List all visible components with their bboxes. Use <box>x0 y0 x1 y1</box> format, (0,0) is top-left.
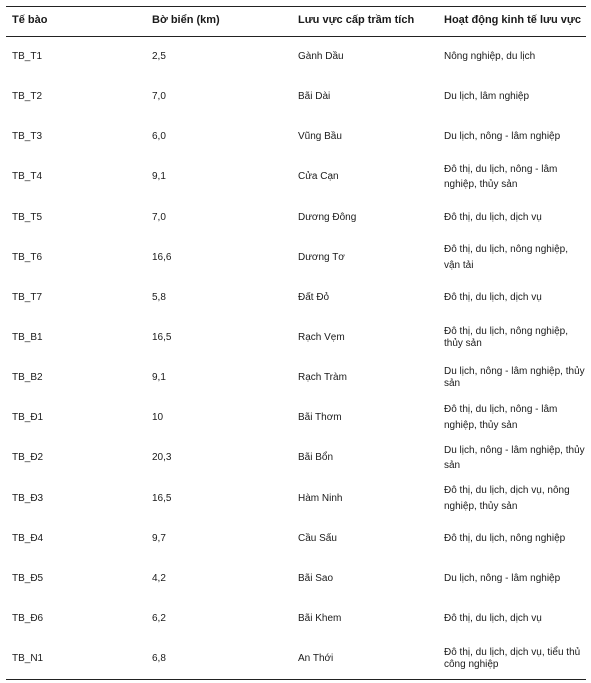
economic-activity: Đô thị, du lịch, nông nghiệp, vận tải <box>444 244 568 271</box>
sediment-basin: An Thới <box>298 653 334 664</box>
coastline-length: 2,5 <box>152 51 166 62</box>
cell-id: TB_Đ6 <box>12 612 44 624</box>
table-row <box>6 479 586 519</box>
cell-id: TB_B1 <box>12 331 43 343</box>
economic-activity: Đô thị, du lịch, nông nghiệp, thủy sản <box>444 325 568 349</box>
economic-activity: Du lịch, lâm nghiệp <box>444 90 530 102</box>
table-row <box>6 37 586 77</box>
sediment-basin: Rạch Tràm <box>298 371 347 383</box>
table-row <box>6 198 586 238</box>
economic-activity: Đô thị, du lịch, nông nghiệp <box>444 532 566 544</box>
coastline-length: 16,5 <box>152 492 172 504</box>
sediment-basin: Hàm Ninh <box>298 492 343 504</box>
sediment-cell-table <box>6 6 586 680</box>
header-row <box>6 7 586 37</box>
cell-id: TB_Đ2 <box>12 452 44 464</box>
coastline-length: 6,8 <box>152 653 166 664</box>
economic-activity: Đô thị, du lịch, dịch vụ, nông nghiệp, thủy sản <box>444 485 570 512</box>
coastline-length: 16,6 <box>152 251 172 263</box>
cell-id: TB_Đ1 <box>12 411 44 423</box>
table-row <box>6 519 586 559</box>
cell-id: TB_Đ4 <box>12 532 44 544</box>
header-cell-id: Tế bào <box>12 14 48 26</box>
table-row <box>6 599 586 639</box>
sediment-basin: Bãi Thơm <box>298 411 342 423</box>
sediment-basin: Rạch Vẹm <box>298 331 345 343</box>
sediment-basin: Dương Đông <box>298 211 357 223</box>
coastline-length: 6,0 <box>152 130 166 142</box>
coastline-length: 6,2 <box>152 612 166 624</box>
table-row <box>6 238 586 278</box>
cell-id: TB_T6 <box>12 251 43 263</box>
table-row <box>6 358 586 398</box>
economic-activity: Du lịch, nông - lâm nghiệp <box>444 130 561 142</box>
table-row <box>6 438 586 479</box>
sediment-basin: Vũng Bầu <box>298 130 342 142</box>
header-economic-activity: Hoạt động kinh tế lưu vực <box>444 14 581 26</box>
economic-activity: Đô thị, du lịch, nông - lâm nghiệp, thủy sản <box>444 163 558 190</box>
table-row <box>6 639 586 680</box>
coastline-length: 7,0 <box>152 90 166 102</box>
economic-activity: Đô thị, du lịch, dịch vụ, tiểu thủ công nghiệp <box>444 646 581 670</box>
coastline-length: 16,5 <box>152 331 172 343</box>
coastline-length: 20,3 <box>152 452 172 464</box>
economic-activity: Du lịch, nông - lâm nghiệp, thủy sản <box>444 444 585 471</box>
cell-id: TB_Đ5 <box>12 572 44 584</box>
table-body <box>6 37 586 680</box>
cell-id: TB_T2 <box>12 90 43 102</box>
cell-id: TB_T1 <box>12 51 43 62</box>
cell-id: TB_N1 <box>12 653 44 664</box>
economic-activity: Du lịch, nông - lâm nghiệp, thủy sản <box>444 365 585 389</box>
sediment-cell-table-container <box>6 6 586 680</box>
table-header <box>6 7 586 37</box>
coastline-length: 10 <box>152 411 164 423</box>
table-row <box>6 318 586 358</box>
coastline-length: 5,8 <box>152 291 166 303</box>
coastline-length: 9,7 <box>152 532 166 544</box>
sediment-basin: Bãi Dài <box>298 90 331 102</box>
economic-activity: Du lịch, nông - lâm nghiệp <box>444 572 561 584</box>
table-row <box>6 278 586 318</box>
sediment-basin: Gành Dầu <box>298 51 344 62</box>
sediment-basin: Bãi Sao <box>298 572 334 584</box>
coastline-length: 9,1 <box>152 171 166 183</box>
sediment-basin: Đất Đỏ <box>298 291 330 303</box>
cell-id: TB_T3 <box>12 130 43 142</box>
table-row <box>6 117 586 157</box>
cell-id: TB_T5 <box>12 211 43 223</box>
sediment-basin: Bãi Khem <box>298 612 342 624</box>
cell-id: TB_T4 <box>12 171 43 183</box>
coastline-length: 9,1 <box>152 371 166 383</box>
table-row <box>6 559 586 599</box>
cell-id: TB_T7 <box>12 291 43 303</box>
economic-activity: Nông nghiệp, du lịch <box>444 51 536 62</box>
table-row <box>6 77 586 117</box>
sediment-basin: Cửa Cạn <box>298 171 339 183</box>
coastline-length: 7,0 <box>152 211 166 223</box>
economic-activity: Đô thị, du lịch, dịch vụ <box>444 291 542 303</box>
sediment-basin: Cầu Sấu <box>298 532 337 544</box>
economic-activity: Đô thị, du lịch, dịch vụ <box>444 612 542 624</box>
header-coastline-length: Bờ biển (km) <box>152 14 220 26</box>
economic-activity: Đô thị, du lịch, dịch vụ <box>444 211 542 223</box>
cell-id: TB_Đ3 <box>12 492 44 504</box>
header-sediment-basin: Lưu vực cấp trầm tích <box>298 14 415 26</box>
cell-id: TB_B2 <box>12 371 43 383</box>
sediment-basin: Dương Tơ <box>298 251 345 263</box>
coastline-length: 4,2 <box>152 572 166 584</box>
table-row <box>6 157 586 198</box>
sediment-basin: Bãi Bổn <box>298 452 334 464</box>
table-row <box>6 398 586 438</box>
economic-activity: Đô thị, du lịch, nông - lâm nghiệp, thủy sản <box>444 404 558 431</box>
